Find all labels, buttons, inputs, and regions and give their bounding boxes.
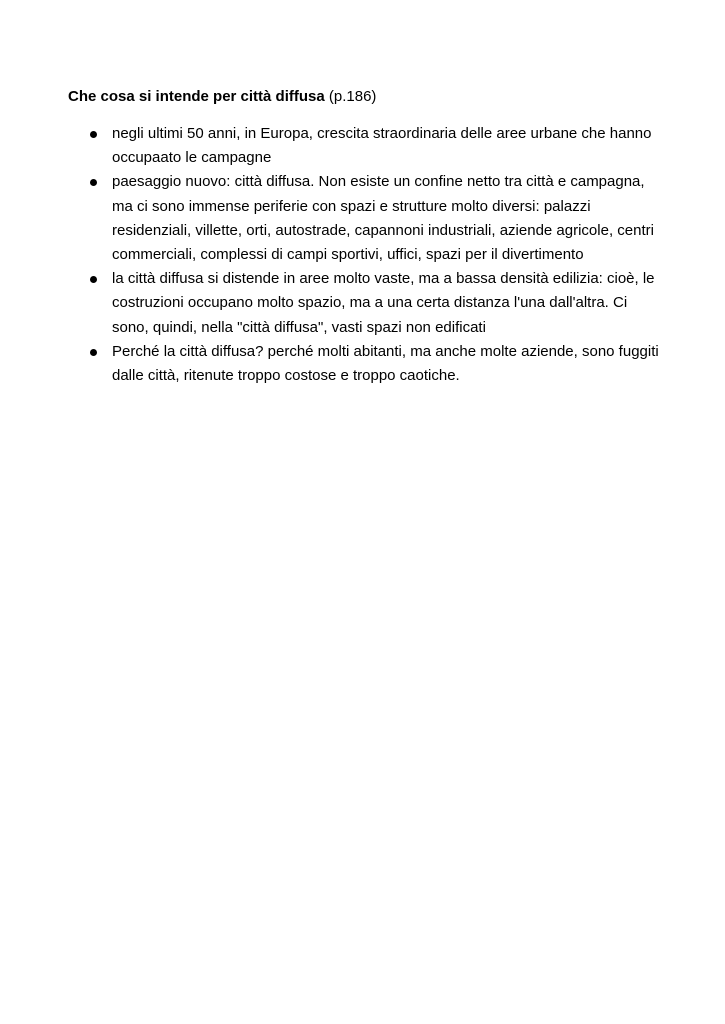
document-body [68,86,668,388]
list-item-text: Perché la città diffusa? perché molti abitanti, ma anche molte aziende, sono fuggiti dalle città, ritenute troppo costose e troppo caotiche. [112,342,668,385]
list-item [68,340,668,388]
list-item-text: negli ultimi 50 anni, in Europa, crescita straordinaria delle aree urbane che hanno occupaato le campagne [112,125,656,167]
list-item-text: paesaggio nuovo: città diffusa. Non esiste un confine netto tra città e campagna, ma ci sono immense periferie con spazi e strutture molto diversi: palazzi residenziali, villette, orti, autostrade, capannoni industriali, aziende agricole, centri commerciali, complessi di campi sportivi, uffici, spazi per il divertimento [112,173,659,264]
list-item [68,267,668,340]
document-heading [68,86,668,108]
list-item [68,170,668,267]
bullet-icon [90,349,97,356]
list-item-text: la città diffusa si distende in aree molto vaste, ma a bassa densità edilizia: cioè, le costruzioni occupano molto spazio, ma a una certa distanza l'una dall'altra. Ci sono, quindi, nella "città diffusa", vasti spazi non edificati [112,270,659,336]
heading-page-reference: (p.186) [324,88,377,105]
bullet-list [68,122,668,388]
bullet-icon [90,179,97,186]
list-item [68,122,668,170]
heading-title: Che cosa si intende per città diffusa [68,88,325,105]
bullet-icon [90,131,97,138]
bullet-icon [90,276,97,283]
